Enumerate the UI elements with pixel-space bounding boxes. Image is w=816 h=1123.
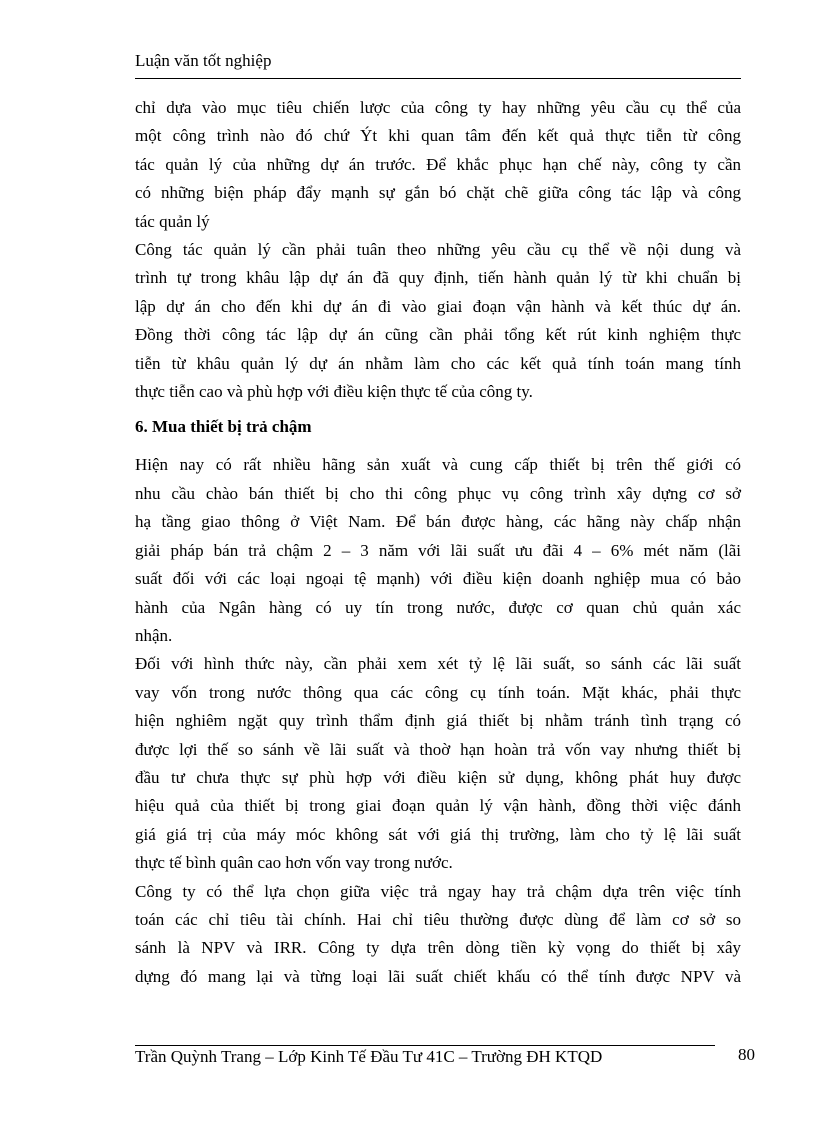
spacer xyxy=(135,441,741,451)
paragraph-3 xyxy=(135,451,741,650)
text-line: hành của Ngân hàng có uy tín trong nước, được cơ quan chủ quản xác xyxy=(135,597,741,617)
text-line: Công ty có thể lựa chọn giữa việc trả ngay hay trả chậm dựa trên việc tính xyxy=(135,881,741,901)
text-line: Hiện nay có rất nhiều hãng sản xuất và cung cấp thiết bị trên thế giới có xyxy=(135,455,741,475)
text-line: hiệu quả của thiết bị trong giai đoạn quản lý vận hành, đồng thời việc đánh xyxy=(135,796,741,816)
text-line: tác quản lý xyxy=(135,211,210,231)
text-line: nhận. xyxy=(135,625,173,645)
footer-author: Trần Quỳnh Trang – Lớp Kinh Tế Đầu Tư 41C – Trường ĐH KTQD xyxy=(135,1047,603,1066)
text-line: một công trình nào đó chứ Ýt khi quan tâm đến kết quả thực tiễn từ công xyxy=(135,126,741,146)
text-line: Đối với hình thức này, cần phải xem xét tỷ lệ lãi suất, so sánh các lãi suất xyxy=(135,654,741,674)
text-line: được lợi thế so sánh về lãi suất và thoờ hạn hoàn trả vốn vay nhưng thiết bị xyxy=(135,739,741,759)
text-line: đầu tư chưa thực sự phù hợp với điều kiện sử dụng, không phát huy được xyxy=(135,767,741,787)
paragraph-1 xyxy=(135,94,741,236)
text-line: toán các chỉ tiêu tài chính. Hai chỉ tiêu thường được dùng để làm cơ sở so xyxy=(135,909,741,929)
header-divider xyxy=(135,78,741,79)
page-body xyxy=(135,94,741,991)
text-line: sánh là NPV và IRR. Công ty dựa trên dòng tiền kỳ vọng do thiết bị xây xyxy=(135,938,741,958)
text-line: nhu cầu chào bán thiết bị cho thi công phục vụ công trình xây dựng cơ sở xyxy=(135,483,741,503)
text-line: lập dự án cho đến khi dự án đi vào giai đoạn vận hành và kết thúc dự án. xyxy=(135,296,741,316)
text-line: hiện nghiêm ngặt quy trình thẩm định giá thiết bị nhằm tránh tình trạng có xyxy=(135,711,741,731)
page-header xyxy=(135,50,741,79)
paragraph-5 xyxy=(135,878,741,992)
text-line: chỉ dựa vào mục tiêu chiến lược của công ty hay những yêu cầu cụ thể của xyxy=(135,98,741,117)
text-line: tiễn từ khâu quản lý dự án nhằm làm cho các kết quả tính toán mang tính xyxy=(135,353,741,373)
paragraph-2 xyxy=(135,236,741,406)
text-line: vay vốn trong nước thông qua các công cụ tính toán. Mặt khác, phải thực xyxy=(135,682,741,702)
text-line: giá giá trị của máy móc không sát với giá thị trường, làm cho tỷ lệ lãi suất xyxy=(135,824,741,844)
text-line: Công tác quản lý cần phải tuân theo những yêu cầu cụ thể về nội dung và xyxy=(135,240,741,260)
text-line: suất đối với các loại ngoại tệ mạnh) với điều kiện doanh nghiệp mua có bảo xyxy=(135,569,741,589)
text-line: Đồng thời công tác lập dự án cũng cần phải tổng kết rút kinh nghiệm thực xyxy=(135,325,741,345)
text-line: giải pháp bán trả chậm 2 – 3 năm với lãi suất ưu đãi 4 – 6% mét năm (lãi xyxy=(135,540,741,560)
text-line: trình tự trong khâu lập dự án đã quy định, tiến hành quản lý từ khi chuẩn bị xyxy=(135,268,741,288)
text-line: hạ tầng giao thông ở Việt Nam. Để bán được hàng, các hãng này chấp nhận xyxy=(135,512,741,532)
section-heading: 6. Mua thiết bị trả chậm xyxy=(135,417,312,437)
text-line: thực tế bình quân cao hơn vốn vay trong nước. xyxy=(135,853,453,873)
text-line: dựng đó mang lại và từng loại lãi suất chiết khấu có thể tính được NPV và xyxy=(135,966,741,986)
text-line: tác quản lý của những dự án trước. Để khắc phục hạn chế này, công ty cần xyxy=(135,154,741,174)
text-line: thực tiễn cao và phù hợp với điều kiện thực tế của công ty. xyxy=(135,382,533,402)
paragraph-4 xyxy=(135,650,741,877)
header-title: Luận văn tốt nghiệp xyxy=(135,51,272,70)
page-number: 80 xyxy=(738,1045,755,1064)
text-line: có những biện pháp đẩy mạnh sự gắn bó chặt chẽ giữa công tác lập và công xyxy=(135,183,741,203)
